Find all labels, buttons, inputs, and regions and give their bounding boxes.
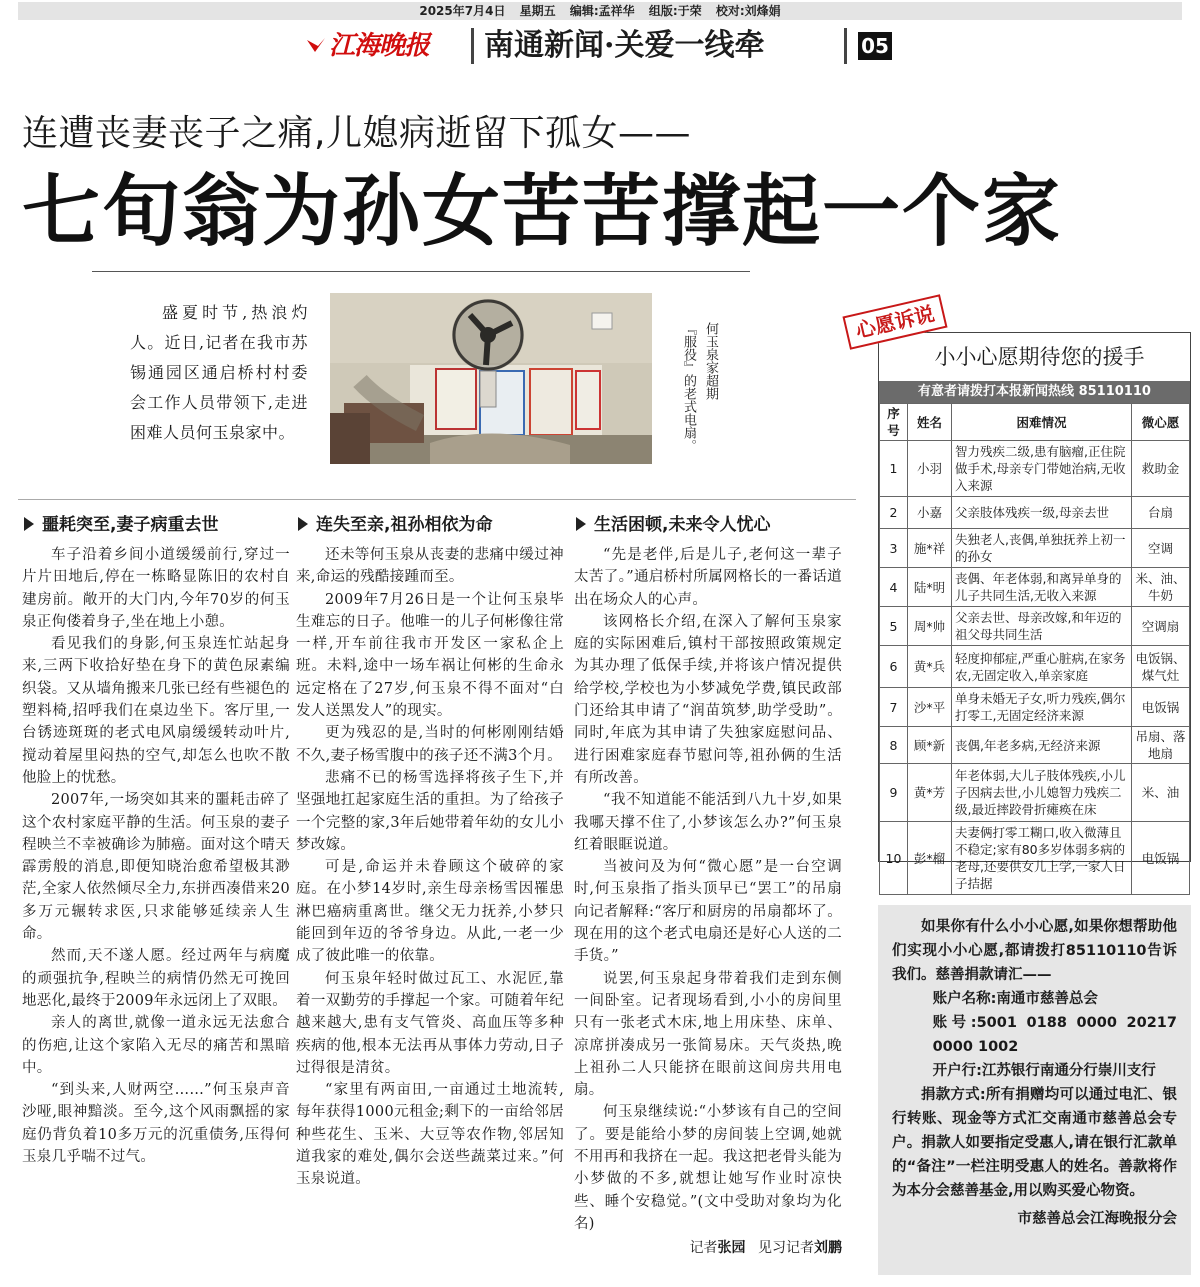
section-rule: [18, 499, 856, 500]
table-cell-desc: 夫妻俩打零工糊口,收入微薄且不稳定;家有80多岁体弱多病的老母,还要供女儿上学,一家人日子拮据: [952, 822, 1132, 895]
table-cell-wish: 空调: [1132, 529, 1190, 568]
table-cell-wish: 吊扇、落地扇: [1132, 727, 1190, 764]
paragraph: “我不知道能不能活到八九十岁,如果我哪天撑不住了,小梦该怎么办?”何玉泉红着眼眶说道。: [574, 792, 842, 853]
brush-mark-icon: [305, 36, 327, 56]
photo-caption-line1: 何玉泉家超期: [703, 322, 718, 400]
paragraph: 2009年7月26日是一个让何玉泉毕生难忘的日子。他唯一的儿子何彬像往常一样,开车前往我市开发区一家私企上班。未料,途中一场车祸让何彬的生命永远定格在了27岁,何玉泉不得不面对“白发人送黑发人”的现实。: [296, 591, 564, 720]
paragraph: 车子沿着乡间小道缓缓前行,穿过一片片田地后,停在一栋略显陈旧的农村自建房前。敞开的大门内,今年70岁的何玉泉正佝偻着身子,坐在地上小憩。: [22, 547, 290, 630]
article-column-3: [574, 510, 842, 1259]
kicker: 连遭丧妻丧子之痛,儿媳病逝留下孤女——: [22, 113, 691, 154]
column-header: 姓名: [908, 404, 952, 441]
wish-table: [879, 403, 1190, 895]
fan-photo-image: [330, 293, 652, 464]
wish-stamp: 心愿诉说: [842, 294, 947, 350]
account-name: 账户名称:南通市慈善总会: [932, 991, 1098, 1007]
photo-caption-line2: 『服役』的老式电扇。: [681, 322, 696, 452]
table-cell-name: 陆*明: [908, 568, 952, 607]
column-header: 困难情况: [952, 404, 1132, 441]
paragraph: 该网格长介绍,在深入了解何玉泉家庭的实际困难后,镇村干部按照政策规定为其办理了低保手续,并将该户情况提供给学校,学校也为小梦减免学费,镇民政部门还给其申请了“润苗筑梦,助学受助”。同时,年底为其申请了失独家庭慰问品、进行困难家庭春节慰问等,祖孙俩的生活有所改善。: [574, 613, 842, 786]
paragraph: 可是,命运并未眷顾这个破碎的家庭。在小梦14岁时,亲生母亲杨雪因罹患淋巴癌病重离世。继父无力抚养,小梦只能回到年迈的爷爷身边。从此,一老一少成了彼此唯一的依靠。: [296, 859, 564, 965]
paragraph: 然而,天不遂人愿。经过两年与病魔的顽强抗争,程映兰的病情仍然无可挽回地恶化,最终于2009年永远闭上了双眼。: [22, 948, 290, 1009]
triangle-marker-icon: [24, 517, 34, 531]
subhead-3: 生活困顿,未来令人忧心: [574, 510, 842, 540]
table-cell-n: 8: [880, 727, 908, 764]
account-number: 账号:5001 0188 0000 20217 0000 1002: [932, 1015, 1177, 1055]
column-header: 微心愿: [1132, 404, 1190, 441]
byline: 记者张园 见习记者刘鹏: [689, 1240, 842, 1257]
table-cell-desc: 年老体弱,大儿子肢体残疾,小儿子因病去世,小儿媳智力残疾二级,最近摔跤骨折瘫痪在床: [952, 764, 1132, 822]
table-cell-n: 4: [880, 568, 908, 607]
table-cell-n: 10: [880, 822, 908, 895]
table-cell-name: 黄*兵: [908, 646, 952, 688]
table-cell-wish: 电饭锅: [1132, 822, 1190, 895]
paragraph: 当被问及为何“微心愿”是一台空调时,何玉泉指了指头顶早已“罢工”的吊扇向记者解释:“客厅和厨房的吊扇都坏了。现在用的这个老式电扇还是好心人送的二手货。”: [574, 859, 842, 965]
table-cell-name: 小嘉: [908, 497, 952, 529]
section-title: 南通新闻·关爱一线牵: [484, 28, 765, 63]
editor-credit: 编辑:孟祥华: [569, 4, 635, 18]
charity-intro: 如果你有什么小小心愿,如果你想帮助他们实现小小心愿,都请拨打85110110告诉我们。慈善捐款请汇——: [892, 919, 1177, 983]
paragraph: 还未等何玉泉从丧妻的悲痛中缓过神来,命运的残酷接踵而至。: [296, 547, 564, 586]
paragraph: 看见我们的身影,何玉泉连忙站起身来,三两下收拾好垫在身下的黄色尿素编织袋。又从墙角搬来几张已经有些褪色的塑料椅,招呼我们在桌边坐下。客厅里,一台锈迹斑斑的老式电风扇缓缓转动叶片,搅动着屋里闷热的空气,却怎么也吹不散他脸上的忧愁。: [22, 636, 290, 786]
table-row: [880, 529, 1190, 568]
table-cell-n: 7: [880, 688, 908, 727]
table-cell-desc: 智力残疾二级,患有脑瘤,正住院做手术,母亲专门带她治病,无收入来源: [952, 441, 1132, 497]
table-row: [880, 497, 1190, 529]
donation-method: 捐款方式:所有捐赠均可以通过电汇、银行转账、现金等方式汇交南通市慈善总会专户。捐款人如要指定受惠人,请在银行汇款单的“备注”一栏注明受惠人的姓名。善款将作为本分会慈善基金,用以购买爱心物资。: [892, 1087, 1177, 1199]
paragraph: “家里有两亩田,一亩通过土地流转,每年获得1000元租金;剩下的一亩给邻居种些花生、玉米、大豆等农作物,邻居知道我家的难处,偶尔会送些蔬菜过来。”何玉泉说道。: [296, 1082, 564, 1188]
table-row: [880, 688, 1190, 727]
table-cell-name: 小羽: [908, 441, 952, 497]
paragraph: 更为残忍的是,当时的何彬刚刚结婚不久,妻子杨雪腹中的孩子还不满3个月。: [296, 725, 564, 764]
design-credit: 组版:于荣: [648, 4, 702, 18]
masthead: [0, 22, 1200, 70]
weekday: 星期五: [519, 4, 556, 18]
triangle-marker-icon: [298, 517, 308, 531]
table-cell-name: 顾*新: [908, 727, 952, 764]
charity-signature: 市慈善总会江海晚报分会: [1017, 1211, 1177, 1227]
table-cell-n: 3: [880, 529, 908, 568]
lead-paragraph: 盛夏时节,热浪灼人。近日,记者在我市苏锡通园区通启桥村村委会工作人员带领下,走进困难人员何玉泉家中。: [130, 303, 308, 442]
page-number: 05: [858, 32, 892, 60]
date-bar: [18, 2, 1182, 20]
bank-name: 开户行:江苏银行南通分行崇川支行: [932, 1063, 1156, 1079]
newspaper-logo: 江海晚报: [305, 28, 429, 64]
table-row: [880, 727, 1190, 764]
table-cell-wish: 电饭锅、煤气灶: [1132, 646, 1190, 688]
subhead-1: 噩耗突至,妻子病重去世: [22, 510, 290, 540]
triangle-marker-icon: [576, 517, 586, 531]
article-photo: [330, 293, 652, 464]
table-row: [880, 568, 1190, 607]
table-cell-n: 9: [880, 764, 908, 822]
table-cell-name: 沙*平: [908, 688, 952, 727]
table-cell-wish: 米、油: [1132, 764, 1190, 822]
table-cell-name: 周*帅: [908, 607, 952, 646]
column-header: 序号: [880, 404, 908, 441]
table-cell-n: 5: [880, 607, 908, 646]
table-cell-n: 1: [880, 441, 908, 497]
table-cell-name: 施*祥: [908, 529, 952, 568]
table-cell-desc: 失独老人,丧偶,单独抚养上初一的孙女: [952, 529, 1132, 568]
wish-table-box: [878, 332, 1191, 891]
paragraph: 2007年,一场突如其来的噩耗击碎了这个农村家庭平静的生活。何玉泉的妻子程映兰不幸被确诊为肺癌。面对这个晴天霹雳般的消息,即便知晓治愈希望极其渺茫,全家人依然倾尽全力,东拼西凑借来20多万元辗转求医,只求能够延续亲人生命。: [22, 792, 290, 943]
wish-hotline: 有意者请拨打本报新闻热线 85110110: [879, 381, 1190, 403]
table-cell-n: 6: [880, 646, 908, 688]
table-cell-name: 黄*芳: [908, 764, 952, 822]
issue-date: 2025年7月4日: [419, 4, 506, 18]
masthead-divider: [471, 28, 474, 64]
table-cell-desc: 父亲肢体残疾一级,母亲去世: [952, 497, 1132, 529]
paragraph: 亲人的离世,就像一道永远无法愈合的伤疤,让这个家陷入无尽的痛苦和黑暗中。: [22, 1015, 290, 1076]
table-cell-desc: 父亲去世、母亲改嫁,和年迈的祖父母共同生活: [952, 607, 1132, 646]
article-column-1: [22, 510, 290, 1168]
table-header-row: [880, 404, 1190, 441]
wish-table-title: 小小心愿期待您的援手: [934, 345, 1145, 369]
table-cell-desc: 轻度抑郁症,严重心脏病,在家务农,无固定收入,单亲家庭: [952, 646, 1132, 688]
paragraph: 悲痛不已的杨雪选择将孩子生下,并坚强地扛起家庭生活的重担。为了给孩子一个完整的家,3年后她带着年幼的女儿小梦改嫁。: [296, 769, 564, 853]
paragraph: “先是老伴,后是儿子,老何这一辈子太苦了。”通启桥村所属网格长的一番话道出在场众人的心声。: [574, 547, 842, 608]
table-row: [880, 607, 1190, 646]
table-row: [880, 822, 1190, 895]
table-cell-desc: 丧偶、年老体弱,和离异单身的儿子共同生活,无收入来源: [952, 568, 1132, 607]
subhead-2: 连失至亲,祖孙相依为命: [296, 510, 564, 540]
headline: 七旬翁为孙女苦苦撑起一个家: [22, 167, 1063, 257]
article-column-2: [296, 510, 564, 1191]
proof-credit: 校对:刘烽娟: [715, 4, 781, 18]
charity-box: [878, 905, 1191, 1275]
paragraph: 何玉泉继续说:“小梦该有自己的空间了。要是能给小梦的房间装上空调,她就不用再和我挤在一起。我这把老骨头能为小梦做的不多,就想让她写作业时凉快些、睡个安稳觉。”(文中受助对象均为化名): [574, 1104, 842, 1232]
paragraph: 何玉泉年轻时做过瓦工、水泥匠,靠着一双勤劳的手撑起一个家。可随着年纪越来越大,患有支气管炎、高血压等多种疾病的他,根本无法再从事体力劳动,日子过得很是清贫。: [296, 970, 564, 1076]
table-cell-n: 2: [880, 497, 908, 529]
table-row: [880, 764, 1190, 822]
table-row: [880, 441, 1190, 497]
paragraph: 说罢,何玉泉起身带着我们走到东侧一间卧室。记者现场看到,小小的房间里只有一张老式木床,地上用床垫、床单、凉席拼凑成另一张简易床。天气炎热,晚上祖孙二人只能挤在眼前这间房共用电扇。: [574, 970, 842, 1099]
table-cell-wish: 救助金: [1132, 441, 1190, 497]
table-cell-wish: 台扇: [1132, 497, 1190, 529]
table-cell-wish: 米、油、牛奶: [1132, 568, 1190, 607]
table-row: [880, 646, 1190, 688]
table-cell-wish: 空调扇: [1132, 607, 1190, 646]
table-cell-desc: 丧偶,年老多病,无经济来源: [952, 727, 1132, 764]
table-cell-name: 彭*榴: [908, 822, 952, 895]
paragraph: “到头来,人财两空……”何玉泉声音沙哑,眼神黯淡。至今,这个风雨飘摇的家庭仍背负着10多万元的沉重债务,压得何玉泉几乎喘不过气。: [22, 1082, 290, 1166]
headline-rule: [92, 271, 750, 272]
table-cell-desc: 单身未婚无子女,听力残疾,偶尔打零工,无固定经济来源: [952, 688, 1132, 727]
masthead-divider: [844, 28, 847, 64]
table-cell-wish: 电饭锅: [1132, 688, 1190, 727]
